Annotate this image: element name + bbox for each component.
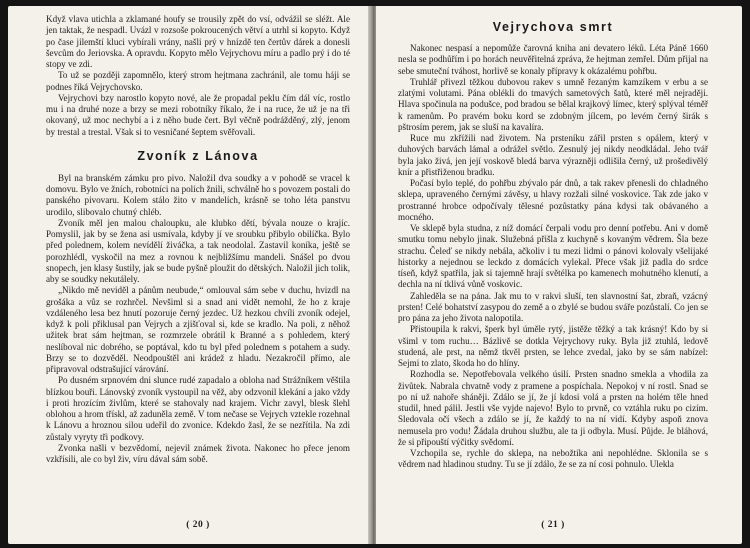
- paragraph: Ruce mu zkřížili nad životem. Na prsteníku zářil prsten s opálem, který v duhových barvách lámal a odrážel světlo. Zesnulý jej nikdy neodkládal. Jeho tvář byla jako živá, jen její voskově bledá barva výrazněji odlišila černý, už prošedivělý knír a přistřiženou bradku.: [398, 133, 708, 177]
- paragraph: „Nikdo mě neviděl a pánům neubude,“ omlouval sám sebe v duchu, hvizdl na grošáka a vůz se rozhrčel. Nevšiml si a snad ani vidět nemohl, že ho z kraje vzdáleného lesa bez hnutí pozoruje černý jezdec. Už hezkou chvíli zvoník odejel, když k poli přiklusal pan Vejrych a zjišťoval si, kde se kradlo. Na poli, z něhož užitek brat sám hejtman, se rozmrzele obrátil k Branné a s pohledem, který neslíboval nic dobrého, se poptával, kdo tu byl před polednem s potahem a sudy. Brzy se to dozvěděl. Neodpouštěl ani krádež z hladu. Nezakročil přímo, ale připravoval odstrašující várování.: [46, 285, 350, 374]
- left-chapter-text: [46, 173, 350, 466]
- chapter-title: Vejrychova smrt: [492, 20, 614, 34]
- paragraph: Ve sklepě byla studna, z níž domácí čerpali vodu pro denní potřebu. Ani v domě smutku tomu nebylo jinak. Služebná přišla z kuchyně s kovaným vědrem. Šla beze strachu. Čeleď se nikdy nebála, ačkoliv i tu mezi lidmi o pánovi kolovaly všelijaké historky a nejednou se leckdo z domácích vylekal. Přece však již padla do srdce tíseň, když spatřila, jak si tajemně hrají světélka po kamenech mohutného klenutí, a dechla na ní tklivá vůně voskovic.: [398, 223, 708, 290]
- paragraph: Zvoník měl jen malou chaloupku, ale klubko dětí, bývala nouze o krajíc. Pomyslil, jak by se žena asi usmívala, kdyby jí ve sroubku přibylo obilíčka. Bylo před polednem, kolem nevídělí živáčka, a tak neodolal. Zastavil koníka, ještě se porozhlédl, vyskočil na mez a rovnou k nejbližšímu mandeli. Snášel po dvou snopech, jen klasy šustily, jak se bude pyšně ploužit do dětských. Naložil jich tolik, aby se soudky nekutálely.: [46, 217, 350, 284]
- paragraph: Byl na branském zámku pro pivo. Naložil dva soudky a v pohodě se vracel k domovu. Bylo ve žních, robotníci na polích žnili, schválně ho s povozem postali do panského pivovaru. Kolem stálo žito v mandelích, krásně se toho léta panstvu urodilo, slibovalo chutný chléb.: [46, 172, 350, 217]
- paragraph: Přistoupila k rakvi, šperk byl úměle rytý, jistěže těžký a tak krásný! Kdo by si všiml v tom ruchu… Bázlivě se dotkla Vejrychovy ruky. Byla již ztuhlá, ledově studená, ale prst, na němž tkvěl prsten, se lehce zvedal, jako by se sám nabízel: Sejmi to zlato, škoda ho do hlíny.: [398, 324, 708, 368]
- chapter-title: Zvoník z Lánova: [137, 148, 259, 163]
- paragraph: Zahleděla se na pána. Jak mu to v rakvi sluší, ten slavnostní šat, zbraň, vzácný prsten! Celé bohatství zasypou do země a o zbylé se budou sváře pozůstalí. Co jen se pro pána za jeho života nalopotila.: [398, 290, 708, 323]
- paragraph: Když vlava utichla a zklamané houfy se trousily zpět do vsí, odvážil se sléžt. Ale jen taktak, že nespadl. Uvázl v rozsoše pokroucených větví a utrhl si kopyto. Když po čase jilemští kluci vybírali vrány, našli prý v hnízdě ten čertův dárek a donesli ševcům do Jeriovska. A opravdu. Kopyto mělo Vejrychovu míru a padlo prý i do té stopy ve zdi.: [46, 14, 350, 69]
- paragraph: Zvonka našli v bezvědomí, nejevil známek života. Nakonec ho přece jenom vzkřísili, ale co byl živ, víru dával sám sobě.: [46, 442, 350, 464]
- left-page: [8, 6, 370, 544]
- right-chapter-text: [398, 43, 708, 471]
- paragraph: Po dusném srpnovém dni slunce rudé zapadalo a obloha nad Strážníkem věštila blízkou bouři. Lánovský zvoník vystoupil na věž, aby odzvonil klekání a jako vždy i proti hrozícím živlům, které se stahovaly nad krajem. Vichr zavyl, blesk šlehl oblohou a hrom třískl, až zaduněla země. V tom nečase se Vejrych vztekle rozehnal k Lánovu a hroznou silou udeřil do zvonice. Kdekdo žasl, že se nezřítila. Na zdi zůstaly vyryty tři podkovy.: [46, 375, 350, 442]
- paragraph: To už se později zapomnělo, který strom hejtmana zachránil, ale tomu háji se podnes říká Vejrychovsko.: [46, 70, 350, 92]
- right-page: [376, 6, 742, 544]
- paragraph: Počasí bylo teplé, do pohřbu zbývalo pár dnů, a tak rakev přenesli do chladného sklepa, upraveného černými závěsy, u hlavy rozžali silné voskovice. Tak zde jako v prostranné hrobce odpočívaly tělesné pozůstatky pána kdysi tak obávaného a mocného.: [398, 178, 708, 222]
- paragraph: Vzchopila se, rychle do sklepa, na nebožtíka ani nepohlédne. Sklonila se s vědrem nad hladinou studny. Tu se jí zdálo, že se za ní cosi pohnulo. Ulekla: [398, 448, 708, 470]
- paragraph: Nakonec nespasí a nepomůže čarovná kniha ani devatero léků. Léta Páně 1660 nesla se podhůřím i po horách neuvěřitelná zpráva, že hejtman zemřel. Dům přijal na sebe smuteční tváhost, horlivě se konaly přípravy k okázalému pohřbu.: [398, 43, 708, 76]
- page-number: ( 20 ): [186, 520, 210, 530]
- paragraph: Truhlář přivezl těžkou dubovou rakev s umně řezaným kamzíkem v erbu a se zlatými volutami. Pána oblékli do tmavých sametových šatů, které měl nejraději. Hlava spočinula na podušce, pod bradou se bělal krajkový límec, který splýval téměř k ramenům. Po pravém boku kord se zdobným jílcem, po levém černý širák s pštrosím perem, jak se sluší na kavalíra.: [398, 76, 708, 132]
- page-number: ( 21 ): [541, 520, 565, 530]
- paragraph: Vejrychovi bzy narostlo kopyto nové, ale že propadal peklu čím dál víc, rostlo mu i na druhé noze a brzy se mezi robotníky říkalo, že i na ruce, že už je na tři okovaný, už moc nechybí a i z něho bude čert. Byl věčně podrážděný, zlý, jenom by trestal a trestal. Však si to vesničané šeptem svěřovali.: [46, 92, 350, 137]
- left-intro-text: [46, 14, 350, 138]
- paragraph: Rozhodla se. Nepotřebovala velkého úsilí. Prsten snadno smekla a vhodila za živůtek. Nabrala chvatně vody z pramene a pospíchala. Nepokoj v ní rostl. Snad se po ní už nahoře sháněji. Zdálo se jí, že jí kdosi volá a prsten na holém těle hned studil, hned pálil. Jestli vše vyjde najevo! Bylo to prvně, co vztáhla ruku po cizím. Sledovala očí všech a zdálo se jí, že každý to na ní vidí. Kdyby aspoň znova nemusela pro vodu! Žádala druhou službu, ale ta ji odbyla. Musí. Půjde. Je bláhová, že si připouští výčitky svědomí.: [398, 369, 708, 447]
